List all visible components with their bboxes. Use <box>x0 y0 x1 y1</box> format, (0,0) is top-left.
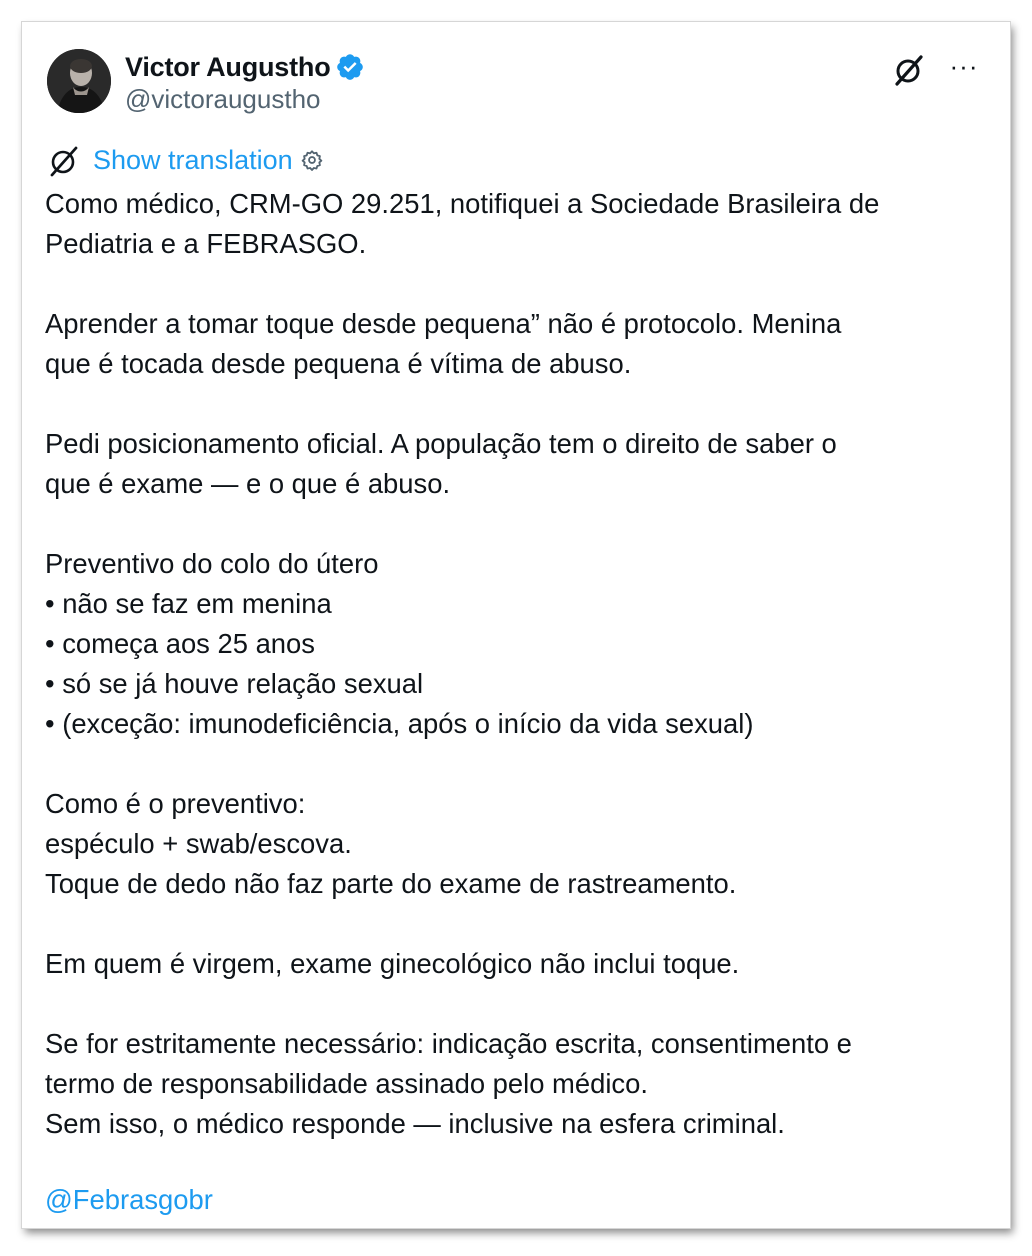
tweet-text-line: Sem isso, o médico responde — inclusive na esfera criminal. <box>45 1108 785 1139</box>
tweet-text-line: que é tocada desde pequena é vítima de abuso. <box>45 348 632 379</box>
tweet-text-line: Toque de dedo não faz parte do exame de rastreamento. <box>45 868 737 899</box>
tweet-text-line <box>45 744 995 784</box>
tweet-card <box>22 22 1010 1228</box>
tweet-text-line <box>45 984 995 1024</box>
verified-badge-icon[interactable] <box>335 52 365 82</box>
tweet-text-line: Como é o preventivo: <box>45 788 306 819</box>
tweet-text-line: Pedi posicionamento oficial. A população tem o direito de saber o <box>45 428 837 459</box>
tweet-text-line: Pediatria e a FEBRASGO. <box>45 228 367 259</box>
tweet-text-line: Em quem é virgem, exame ginecológico não inclui toque. <box>45 948 740 979</box>
tweet-text-line: Como médico, CRM-GO 29.251, notifiquei a Sociedade Brasileira de <box>45 188 880 219</box>
tweet-text-line: • só se já houve relação sexual <box>45 668 424 699</box>
tweet-text-line: • (exceção: imunodeficiência, após o início da vida sexual) <box>45 708 754 739</box>
tweet-text-line <box>45 904 995 944</box>
avatar-photo-icon <box>47 49 111 113</box>
tweet-text-line: • começa aos 25 anos <box>45 628 315 659</box>
author-handle[interactable]: @victoraugustho <box>125 84 321 114</box>
tweet-text-line: espéculo + swab/escova. <box>45 828 352 859</box>
author-name-row <box>125 50 365 84</box>
tweet-text-line: Se for estritamente necessário: indicação escrita, consentimento e <box>45 1028 852 1059</box>
translation-row <box>45 142 323 178</box>
gear-icon[interactable] <box>301 149 323 171</box>
tweet-text-line <box>45 264 995 304</box>
tweet-text-line: termo de responsabilidade assinado pelo médico. <box>45 1068 648 1099</box>
author-display-name[interactable]: Victor Augustho <box>125 51 331 82</box>
mention-link[interactable]: @Febrasgobr <box>45 1184 213 1215</box>
tweet-text-line: Aprender a tomar toque desde pequena” não é protocolo. Menina <box>45 308 842 339</box>
grok-translate-icon <box>45 142 81 178</box>
show-translation-link[interactable]: Show translation <box>93 144 293 175</box>
tweet-text-line <box>45 504 995 544</box>
tweet-text-line: • não se faz em menina <box>45 588 332 619</box>
tweet-text <box>45 184 995 1144</box>
more-options-button[interactable]: ··· <box>949 51 979 81</box>
tweet-text-line <box>45 384 995 424</box>
tweet-text-line: que é exame — e o que é abuso. <box>45 468 451 499</box>
grok-icon[interactable] <box>890 52 926 88</box>
tweet-text-line: Preventivo do colo do útero <box>45 548 379 579</box>
avatar[interactable] <box>47 49 111 113</box>
